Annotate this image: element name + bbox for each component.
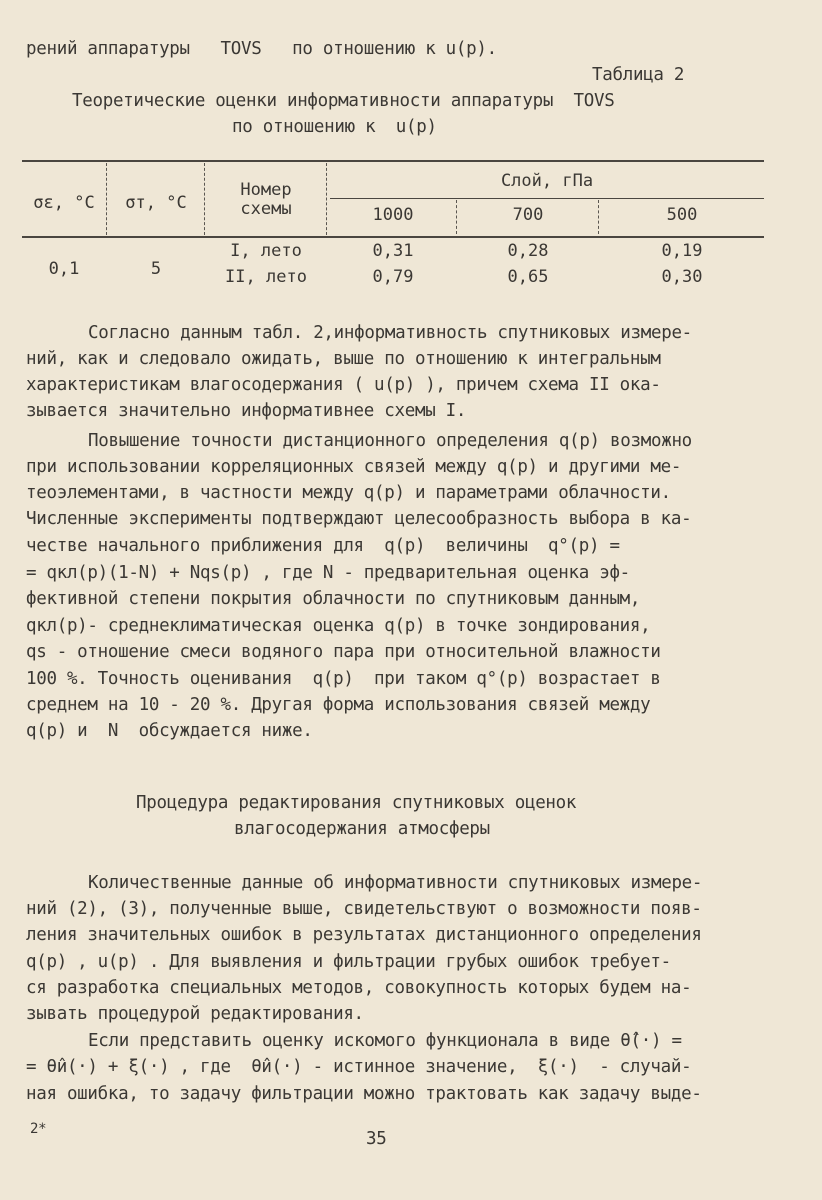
row-value-1000: 0,31: [372, 241, 414, 261]
text-line: = qкл(p)(1-N) + Nqs(p) , где N - предварительная оценка эф-: [26, 563, 630, 583]
text-line: ний (2), (3), полученные выше, свидетельствуют о возможности появ-: [26, 899, 702, 919]
layer-700: 700: [512, 205, 544, 225]
row-scheme: II, лето: [225, 267, 307, 287]
text-line: ся разработка специальных методов, совокупность которых будем на-: [26, 978, 692, 998]
text-line: Если представить оценку искомого функционала в виде θ̂(·) =: [88, 1031, 682, 1051]
footer-signature: 2*: [30, 1121, 47, 1137]
text-line: зывается значительно информативнее схемы I.: [26, 401, 467, 421]
table-divider: [598, 200, 599, 234]
row-scheme: I, лето: [230, 241, 302, 261]
section-title-line1: Процедура редактирования спутниковых оценок: [136, 793, 577, 813]
sigma-eps-value: 0,1: [48, 259, 80, 279]
text-line: теоэлементами, в частности между q(p) и параметрами облачности.: [26, 483, 671, 503]
row-value-500: 0,30: [661, 267, 703, 287]
table-top-rule: [22, 160, 764, 162]
text-line: фективной степени покрытия облачности по спутниковым данным,: [26, 589, 641, 609]
layer-header-rule: [330, 198, 764, 199]
col-scheme-line1: Номер: [240, 180, 292, 200]
layer-1000: 1000: [372, 205, 414, 225]
sigma-t-value: 5: [150, 259, 162, 279]
table-title-line1: Теоретические оценки информативности аппаратуры TOVS: [72, 91, 615, 111]
section-title-line2: влагосодержания атмосферы: [234, 819, 490, 839]
row-value-700: 0,65: [507, 267, 549, 287]
top-line: рений аппаратуры TOVS по отношению к u(p).: [26, 39, 497, 59]
row-value-500: 0,19: [661, 241, 703, 261]
table-divider: [326, 163, 327, 235]
table-divider: [204, 163, 205, 235]
text-line: при использовании корреляционных связей между q(p) и другими ме-: [26, 457, 682, 477]
table-divider: [106, 163, 107, 235]
text-line: Согласно данным табл. 2,информативность спутниковых измере-: [88, 323, 692, 343]
layer-500: 500: [666, 205, 698, 225]
table-label: Таблица 2: [592, 65, 685, 85]
table-header-rule: [22, 236, 764, 238]
row-value-700: 0,28: [507, 241, 549, 261]
col-sigma-eps: σε, °C: [33, 193, 95, 213]
text-line: среднем на 10 - 20 %. Другая форма использования связей между: [26, 695, 651, 715]
col-scheme-line2: схемы: [240, 199, 292, 219]
text-line: зывать процедурой редактирования.: [26, 1004, 364, 1024]
text-line: qs - отношение смеси водяного пара при относительной влажности: [26, 642, 661, 662]
text-line: ний, как и следовало ожидать, выше по отношению к интегральным: [26, 349, 661, 369]
text-line: ления значительных ошибок в результатах дистанционного определения: [26, 925, 702, 945]
row-value-1000: 0,79: [372, 267, 414, 287]
text-line: Количественные данные об информативности спутниковых измере-: [88, 873, 703, 893]
text-line: q(p) и N обсуждается ниже.: [26, 721, 313, 741]
col-sigma-t: σт, °C: [125, 193, 187, 213]
page-number: 35: [366, 1129, 387, 1149]
text-line: характеристикам влагосодержания ( u(p) ), причем схема II ока-: [26, 375, 661, 395]
text-line: = θ̂и(·) + ξ(·) , где θ̂и(·) - истинное значение, ξ(·) - случай-: [26, 1057, 692, 1077]
table-title-line2: по отношению к u(p): [232, 117, 437, 137]
text-line: qкл(p)- среднеклиматическая оценка q(p) в точке зондирования,: [26, 616, 651, 636]
text-line: 100 %. Точность оценивания q(p) при таком q°(p) возрастает в: [26, 669, 661, 689]
table-divider: [456, 200, 457, 234]
text-line: ная ошибка, то задачу фильтрации можно трактовать как задачу выде-: [26, 1084, 702, 1104]
text-line: Повышение точности дистанционного определения q(p) возможно: [88, 431, 692, 451]
text-line: q(p) , u(p) . Для выявления и фильтрации грубых ошибок требует-: [26, 952, 671, 972]
text-line: Численные эксперименты подтверждают целесообразность выбора в ка-: [26, 509, 692, 529]
col-layer: Слой, гПа: [500, 171, 594, 191]
text-line: честве начального приближения для q(p) величины q°(p) =: [26, 536, 620, 556]
